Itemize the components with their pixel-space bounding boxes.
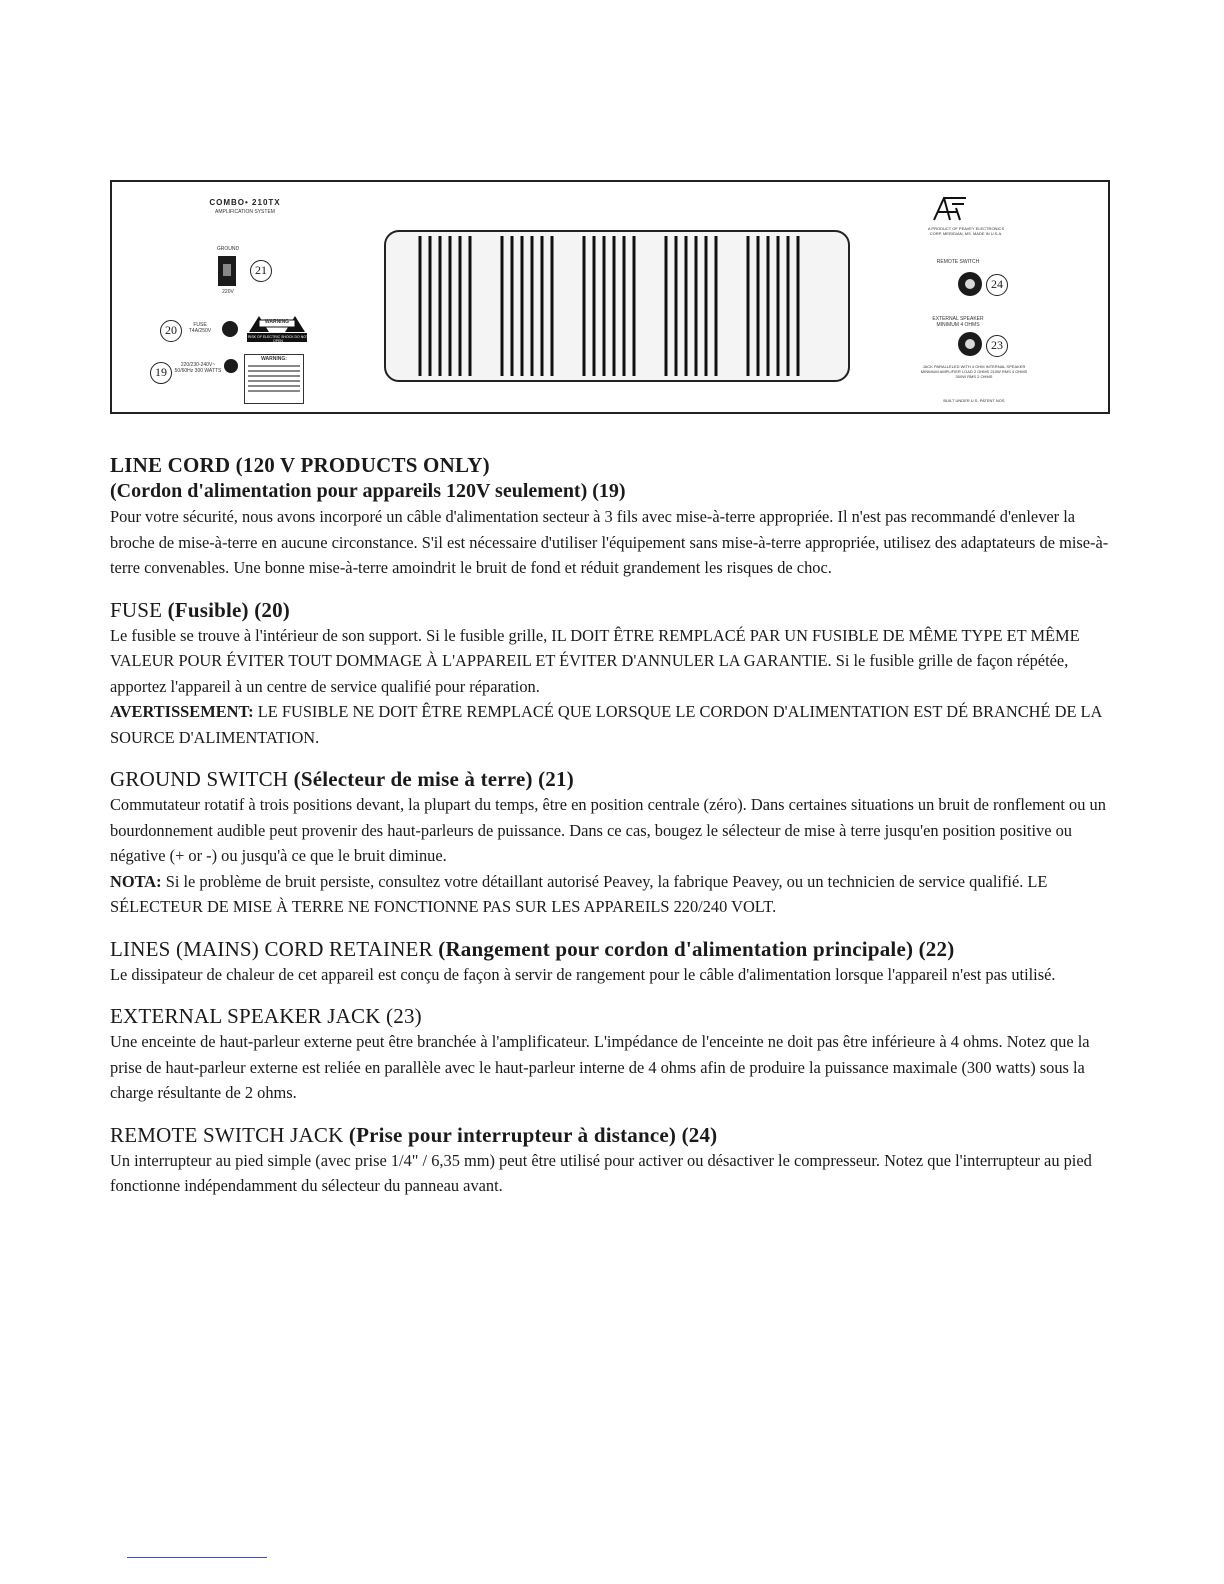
section-heading (110, 1122, 1110, 1148)
heading-english: LINES (MAINS) CORD RETAINER (110, 936, 439, 961)
model-subtitle: AMPLIFICATION SYSTEM (215, 209, 275, 215)
heading-english: FUSE (110, 597, 168, 622)
section-external-speaker-jack (110, 1003, 1110, 1106)
callout-21: 21 (250, 260, 272, 282)
note-label: AVERTISSEMENT: (110, 702, 254, 721)
section-paragraph: Le fusible se trouve à l'intérieur de son support. Si le fusible grille, IL DOIT ÊTRE REMPLACÉ PAR UN FUSIBLE DE MÊME TYPE ET MÊME VALEUR POUR ÉVITER TOUT DOMMAGE À L'APPAREIL ET ÉVITER D'ANNULER LA GARANTIE. Si le fusible grille de façon répétée, apportez l'appareil à un centre de service qualifié pour réparation. (110, 625, 1080, 696)
switch-top-label: GROUND (216, 246, 240, 252)
section-heading (110, 936, 1110, 962)
document-body (110, 452, 1110, 1215)
heading-french: (Cordon d'alimentation pour appareils 120V seulement) (19) (110, 480, 626, 502)
fuse-holder (222, 321, 238, 337)
section-heading (110, 1003, 1110, 1029)
section-fuse (110, 597, 1110, 751)
heading-english: REMOTE SWITCH JACK (110, 1122, 349, 1147)
callout-20: 20 (160, 320, 182, 342)
section-heading (110, 452, 1110, 478)
speaker-load-note: JACK PARALLELED WITH 4 OHM INTERNAL SPEAKER MINIMUM AMPLIFIER LOAD 2 OHMS 210W RMS 4 OHMS 300W RMS 2 OHMS (920, 364, 1028, 379)
warning-sub-label: RISK OF ELECTRIC SHOCK DO NOT OPEN (247, 335, 309, 343)
note-text: LE FUSIBLE NE DOIT ÊTRE REMPLACÉ QUE LORSQUE LE CORDON D'ALIMENTATION EST DÉ BRANCHÉ DE LA SOURCE D'ALIMENTATION. (110, 702, 1102, 747)
callout-19: 19 (150, 362, 172, 384)
footnote-rule (127, 1557, 267, 1558)
heading-french: (Prise pour interrupteur à distance) (24) (348, 1122, 718, 1147)
section-note (110, 699, 1110, 750)
callout-24: 24 (986, 274, 1008, 296)
note-label: NOTA: (110, 871, 162, 891)
section-subheading (110, 478, 1110, 504)
callout-23: 23 (986, 335, 1008, 357)
section-heading (110, 597, 1110, 623)
section-paragraph: Un interrupteur au pied simple (avec prise 1/4" / 6,35 mm) peut être utilisé pour activer ou désactiver le compresseur. Notez que l'interrupteur au pied fonctionne indépendamment du sélecteur du panneau avant. (110, 1150, 1092, 1195)
ground-switch (218, 256, 236, 286)
section-cord-retainer (110, 936, 1110, 988)
section-paragraph: Le dissipateur de chaleur de cet appareil est conçu de façon à servir de rangement pour le câble d'alimentation lorsque l'appareil n'est pas utilisé. (110, 964, 1056, 984)
external-speaker-jack (958, 332, 982, 356)
section-heading (110, 766, 1110, 792)
fuse-label: FUSE T4A/250V (188, 322, 212, 334)
section-line-cord (110, 452, 1110, 581)
remote-switch-jack (958, 272, 982, 296)
heading-english: GROUND SWITCH (110, 767, 294, 791)
brand-logo (930, 194, 970, 224)
model-name: COMBO• 210TX (209, 198, 281, 207)
patent-note: BUILT UNDER U.S. PATENT NOS (943, 398, 1005, 403)
heading-english: EXTERNAL SPEAKER JACK (23) (110, 1004, 422, 1028)
note-text: Si le problème de bruit persiste, consultez votre détaillant autorisé Peavey, la fabrique Peavey, ou un technicien de service qualifié. LE SÉLECTEUR DE MISE À TERRE NE FONCTIONNE PAS SUR LES APPAREILS 220/240 VOLT. (110, 871, 1048, 916)
switch-bottom-label: 220V (222, 289, 234, 295)
warning-text-box (244, 354, 304, 404)
rear-panel-diagram (110, 180, 1110, 414)
section-paragraph: Commutateur rotatif à trois positions devant, la plupart du temps, être en position centrale (zéro). Dans certaines situations un bruit de ronflement ou un bourdonnement audible peut provenir des haut-parleurs de puissance. Dans ce cas, bougez le sélecteur de mise à terre jusqu'en position positive ou négative (+ or -) ou jusqu'à ce que le bruit diminue. (110, 795, 1106, 865)
power-cord-entry (224, 359, 238, 373)
heat-sink-grille (384, 230, 850, 382)
section-paragraph: Pour votre sécurité, nous avons incorporé un câble d'alimentation secteur à 3 fils avec mise-à-terre appropriée. Il n'est pas recommandé d'enlever la broche de mise-à-terre en aucune circonstance. S'il est nécessaire d'utiliser l'équipement sans mise-à-terre appropriée, utilisez des adaptateurs de mise-à-terre convenables. Une bonne mise-à-terre amoindrit le bruit de fond et réduit grandement les risques de choc. (110, 507, 1109, 577)
heading-english: LINE CORD (120 V PRODUCTS ONLY) (110, 453, 490, 477)
heading-french: (Fusible) (20) (167, 597, 290, 622)
heading-french: (Sélecteur de mise à terre) (21) (293, 767, 574, 791)
external-speaker-label: EXTERNAL SPEAKER MINIMUM 4 OHMS (932, 316, 984, 328)
manufacturer-note: A PRODUCT OF PEAVEY ELECTRONICS CORP. MERIDIAN, MS. MADE IN U.S.A. (927, 226, 1005, 236)
section-ground-switch (110, 766, 1110, 920)
section-note (110, 869, 1110, 920)
power-cord-label: 220/230-240V~ 50/60Hz 300 WATTS (174, 362, 222, 374)
heading-french: (Rangement pour cordon d'alimentation principale) (22) (438, 936, 955, 961)
section-remote-switch-jack (110, 1122, 1110, 1199)
warning-box-label: WARNING: (261, 356, 287, 362)
remote-switch-label: REMOTE SWITCH (936, 259, 980, 265)
warning-label: WARNING (264, 319, 290, 325)
section-paragraph: Une enceinte de haut-parleur externe peut être branchée à l'amplificateur. L'impédance de l'enceinte ne doit pas être inférieure à 4 ohms. Notez que la prise de haut-parleur externe est reliée en parallèle avec le haut-parleur interne de 4 ohms afin de produire la puissance maximale (300 watts) sous la charge résultante de 2 ohms. (110, 1032, 1090, 1102)
